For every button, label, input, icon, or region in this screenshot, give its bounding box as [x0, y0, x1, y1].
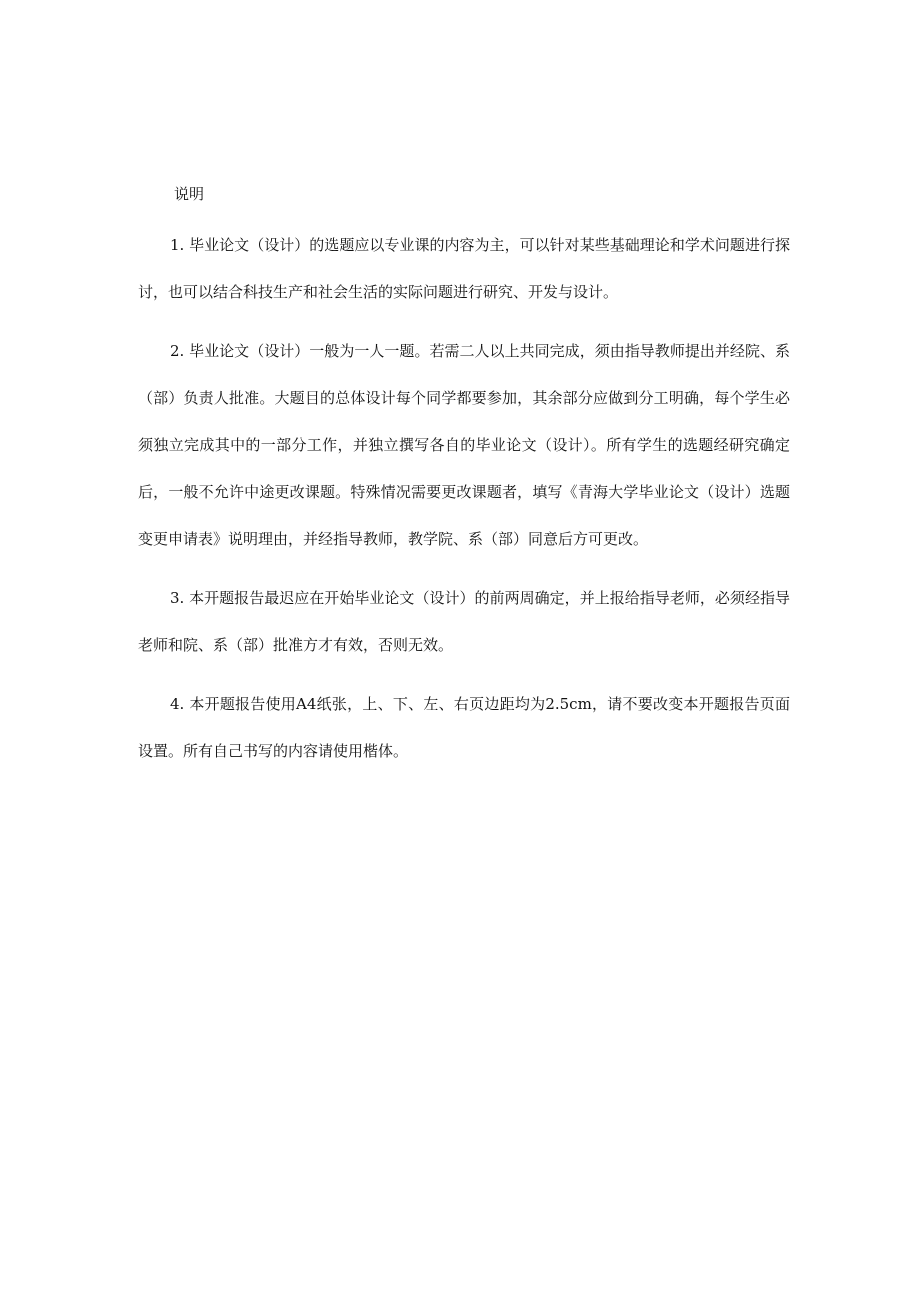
section-heading: 说明: [174, 185, 205, 203]
paragraph-4: 4. 本开题报告使用A4纸张，上、下、左、右页边距均为2.5cm，请不要改变本开题报告页面设置。所有自己书写的内容请使用楷体。: [138, 695, 790, 760]
document-body: [138, 178, 790, 775]
paragraph-1: 1. 毕业论文（设计）的选题应以专业课的内容为主，可以针对某些基础理论和学术问题进行探讨，也可以结合科技生产和社会生活的实际问题进行研究、开发与设计。: [138, 236, 790, 301]
paragraph-2: 2. 毕业论文（设计）一般为一人一题。若需二人以上共同完成，须由指导教师提出并经院、系（部）负责人批准。大题目的总体设计每个同学都要参加，其余部分应做到分工明确，每个学生必须独立完成其中的一部分工作，并独立撰写各自的毕业论文（设计）。所有学生的选题经研究确定后，一般不允许中途更改课题。特殊情况需要更改课题者，填写《青海大学毕业论文（设计）选题变更申请表》说明理由，并经指导教师，教学院、系（部）同意后方可更改。: [138, 342, 790, 548]
paragraph-3: 3. 本开题报告最迟应在开始毕业论文（设计）的前两周确定，并上报给指导老师，必须经指导老师和院、系（部）批准方才有效，否则无效。: [138, 589, 790, 654]
